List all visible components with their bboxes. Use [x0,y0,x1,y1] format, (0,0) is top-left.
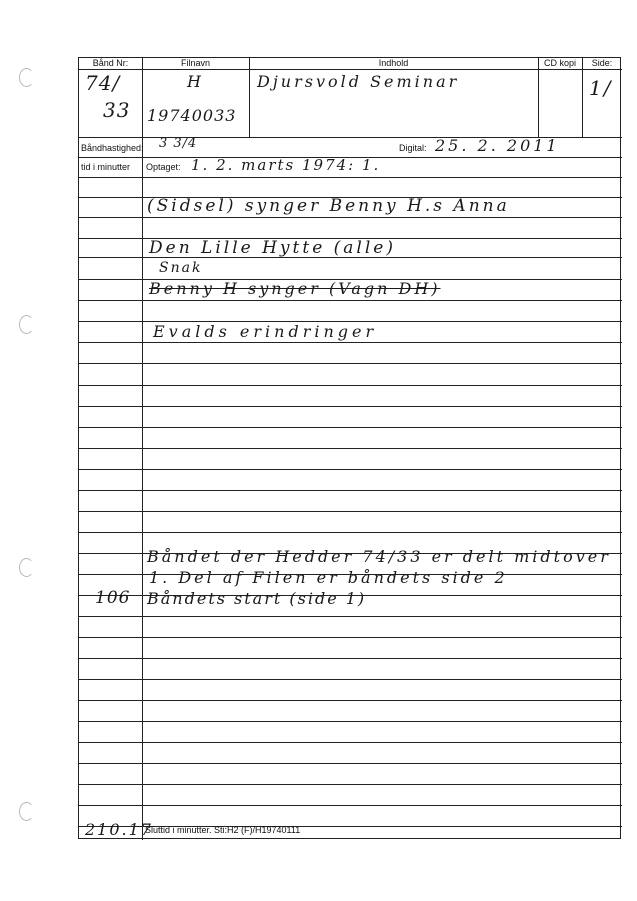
divider [79,679,622,680]
divider [79,490,622,491]
divider [79,469,622,470]
punch-hole [19,558,34,577]
divider [79,217,622,218]
log-sheet [78,57,621,839]
divider [79,763,622,764]
divider [79,363,622,364]
column-header-indhold: Indhold [378,58,409,68]
divider [79,448,622,449]
divider [79,385,622,386]
punch-hole [19,802,34,821]
divider [79,700,622,701]
divider [79,300,622,301]
divider [79,342,622,343]
column-header-side: Side: [591,58,613,68]
entry-text: Båndets start (side 1) [147,589,367,608]
divider [79,532,622,533]
digital-label: Digital: [399,143,427,153]
speed-value: 3 3/4 [159,136,198,151]
divider [79,177,622,178]
speed-label: Båndhastighed: [81,143,144,153]
divider [79,616,622,617]
divider [79,637,622,638]
side-value: 1/ [589,76,613,100]
digital-value: 25. 2. 2011 [435,136,560,155]
divider [142,58,143,840]
divider [79,427,622,428]
entry-text: Den Lille Hytte (alle) [149,238,396,258]
divider [79,805,622,806]
sluttid-label: Sluttid i minutter. Sti:H2 (F)/H19740111 [145,825,301,835]
divider [79,511,622,512]
entry-time: 106 [95,588,131,608]
filnavn-value-bottom: 19740033 [147,106,237,125]
optaget-value: 1. 2. marts 1974: 1. [191,156,381,174]
divider [79,784,622,785]
band-nr-value-bottom: 33 [103,98,131,122]
column-header-band-nr: Bånd Nr: [92,58,129,68]
entry-text: 1. Del af Filen er båndets side 2 [149,568,508,587]
punch-hole [19,68,34,87]
divider [79,406,622,407]
entry-text-struck: Benny H synger (Vagn DH) [149,279,441,298]
filnavn-value-top: H [187,72,203,91]
optaget-label: Optaget: [146,162,181,172]
entry-text: Snak [159,260,203,276]
indhold-value: Djursvold Seminar [257,72,460,91]
column-header-filnavn: Filnavn [180,58,210,68]
entry-text: Båndet der Hedder 74/33 er delt midtover [147,547,611,566]
divider [79,742,622,743]
divider [79,658,622,659]
entry-text: Evalds erindringer [153,322,378,341]
divider [79,721,622,722]
divider [79,69,622,70]
sluttid-value: 210.17 [85,820,153,839]
tid-label: tid i minutter [81,162,131,172]
entry-text: (Sidsel) synger Benny H.s Anna [147,196,510,216]
punch-hole [19,315,34,334]
band-nr-value-top: 74/ [85,71,121,95]
column-header-cd-kopi: CD kopi [543,58,576,68]
